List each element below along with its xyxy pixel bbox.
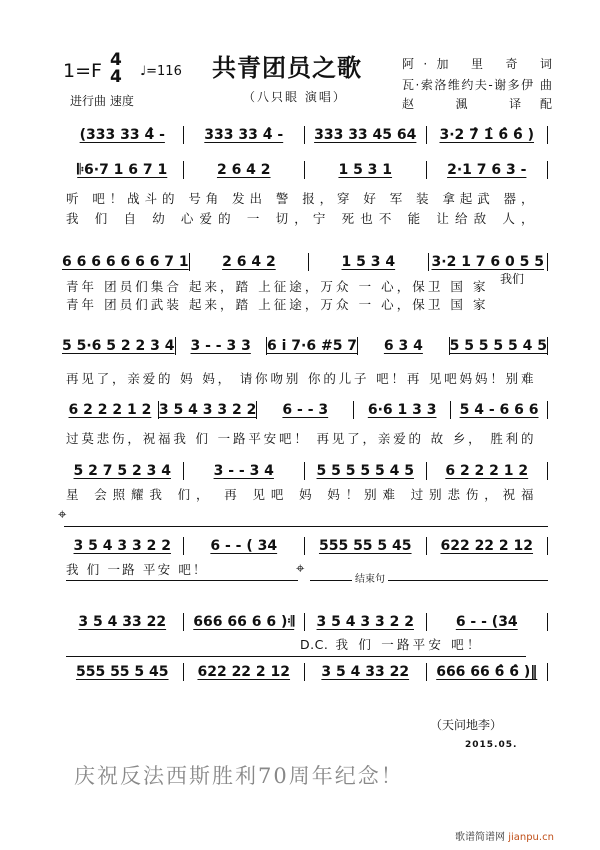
- bar-line: [547, 613, 548, 631]
- notation-row: [62, 662, 548, 682]
- bar-line: [547, 462, 548, 480]
- measure: 1 5 3 1: [338, 162, 393, 178]
- measure: 3 5 4 33 22: [321, 664, 410, 680]
- genre-label: 进行曲 速度: [70, 94, 134, 108]
- watermark: [455, 828, 554, 843]
- notation-row: [62, 612, 548, 632]
- bar-line: [547, 161, 548, 179]
- coda-sign-icon: ⌖: [58, 505, 67, 523]
- measure: 5 5 5 5 5 4 5: [316, 463, 414, 479]
- measure: 3 5 4 3 3 2 2: [316, 614, 414, 630]
- notation-row: [62, 336, 548, 356]
- measure: 3 - - 3 3: [190, 338, 251, 354]
- lyric-line: 青年 团员们集合 起来，踏 上征途，万众 一 心，保卫 国 家: [66, 279, 486, 294]
- measure: 6 i 7·6 #5 7: [267, 338, 358, 354]
- lyric-line: 再见了，亲爱的 妈 妈， 请你吻别 你的儿子 吧！再 见吧妈妈！别难: [66, 371, 534, 386]
- measure: 5 4 - 6 6 6: [459, 402, 539, 418]
- measure: 5 5·6 5 2 2 3 4: [62, 338, 175, 354]
- measure: 1 5 3 4: [341, 254, 396, 270]
- measure: 2 6 4 2: [222, 254, 276, 270]
- bar-line: [547, 401, 548, 419]
- bar-line: [547, 663, 548, 681]
- measure: 6 - - 3: [282, 402, 329, 418]
- measure: 333 33 4̂ -: [204, 127, 284, 143]
- lyric-line: 青年 团员们武装 起来，踏 上征途，万众 一 心，保卫 国 家: [66, 297, 486, 312]
- measure: 𝄆6·7 1 6 7 1: [77, 162, 168, 178]
- measure: 6 2 2 2 1 2: [445, 463, 529, 479]
- measure: 6 6 6 6 6 6 6 7 1: [62, 254, 189, 270]
- notation-row: [62, 160, 548, 180]
- lyric-line: 听 吧！战斗的 号角 发出 警 报，穿 好 军 装 拿起武 器，: [66, 191, 534, 206]
- measure: 555 55 5 45: [75, 664, 169, 680]
- measure: 622 22 2 12: [197, 664, 291, 680]
- notation-row: [62, 125, 548, 145]
- measure: 666 66 6̂ 6̂ )‖: [436, 664, 538, 680]
- watermark-url: jianpu.cn: [508, 832, 554, 843]
- notation-row: [62, 461, 548, 481]
- measure: 2·1 7 6 3 -: [447, 162, 527, 178]
- measure: 3 - - 3 4: [213, 463, 274, 479]
- measure: (333 33 4̂ -: [79, 127, 165, 143]
- signature: （天问地李）: [430, 718, 503, 732]
- measure: 555 55 5 45: [318, 538, 412, 554]
- measure: 3 5 4 33 22: [78, 614, 167, 630]
- measure: 3·2 7̂ 1̂ 6̂ 6̂ ): [439, 127, 535, 143]
- measure: 3·2 1 7 6 0 5 5: [431, 254, 545, 270]
- bar-line: [547, 253, 548, 271]
- bracket-line: [310, 580, 548, 581]
- bracket-line: [66, 656, 526, 657]
- measure: 5 2 7 5 2 3 4: [73, 463, 171, 479]
- bracket-line: [64, 526, 548, 527]
- measure: 2 6 4 2: [216, 162, 271, 178]
- notation-row: [62, 252, 548, 272]
- bar-line: [547, 126, 548, 144]
- song-title: 共青团员之歌: [212, 53, 362, 82]
- coda-sign-icon: ⌖: [296, 559, 305, 577]
- brace-lyric: 我们: [500, 272, 525, 286]
- measure: 622 22 2 12: [440, 538, 534, 554]
- measure: 666 66 6 6 )𝄇: [193, 614, 295, 630]
- notation-row: [62, 536, 548, 556]
- lyric-line: 我 们 一路 平安 吧！: [66, 562, 206, 577]
- measure: 3 5 4 3 3 2 2: [158, 402, 257, 418]
- tempo-mark: ♩=116: [140, 64, 182, 79]
- lyricist: 阿·加 里 奇 词: [402, 57, 552, 71]
- time-top: 4: [110, 50, 122, 70]
- bar-line: [547, 337, 548, 355]
- key-signature: 1=F: [63, 60, 102, 82]
- time-bottom: 4: [110, 67, 122, 87]
- measure: 6 2 2 2 1 2: [68, 402, 152, 418]
- measure: 6·6 1 3 3: [367, 402, 437, 418]
- ending-label: 结束句: [352, 573, 388, 586]
- measure: 6 - - (34: [455, 614, 518, 630]
- time-signature: [110, 52, 122, 86]
- composer: 瓦·索洛维约夫-谢多伊 曲: [402, 78, 552, 92]
- notation-row: [62, 400, 548, 420]
- lyric-line: 星 会照耀我 们， 再 见吧 妈 妈！别难 过别悲伤，祝福: [66, 487, 534, 502]
- measure: 5 5 5 5 5 4 5: [449, 338, 548, 354]
- bracket-line: [66, 580, 298, 581]
- singer: （八只眼 演唱）: [243, 90, 347, 104]
- arranger: 赵 渢 译配: [402, 97, 552, 111]
- measure: 333 33 45 64: [314, 127, 417, 143]
- watermark-cn: 歌谱简谱网: [455, 832, 505, 843]
- measure: 6 - - ( 34: [210, 538, 278, 554]
- measure: 6 3 4: [383, 338, 423, 354]
- commemoration-banner: 庆祝反法西斯胜利70周年纪念！: [74, 764, 404, 788]
- bar-line: [547, 537, 548, 555]
- measure: 3 5 4 3 3 2 2: [73, 538, 171, 554]
- lyric-line: 过莫悲伤，祝福我 们 一路平安吧！ 再见了，亲爱的 故 乡， 胜利的: [66, 431, 534, 446]
- date: 2015.05.: [465, 740, 518, 750]
- lyric-line: D.C. 我 们 一路平安 吧！: [300, 637, 480, 652]
- lyric-line: 我 们 自 幼 心爱的 一 切，宁 死也不 能 让给敌 人，: [66, 211, 534, 226]
